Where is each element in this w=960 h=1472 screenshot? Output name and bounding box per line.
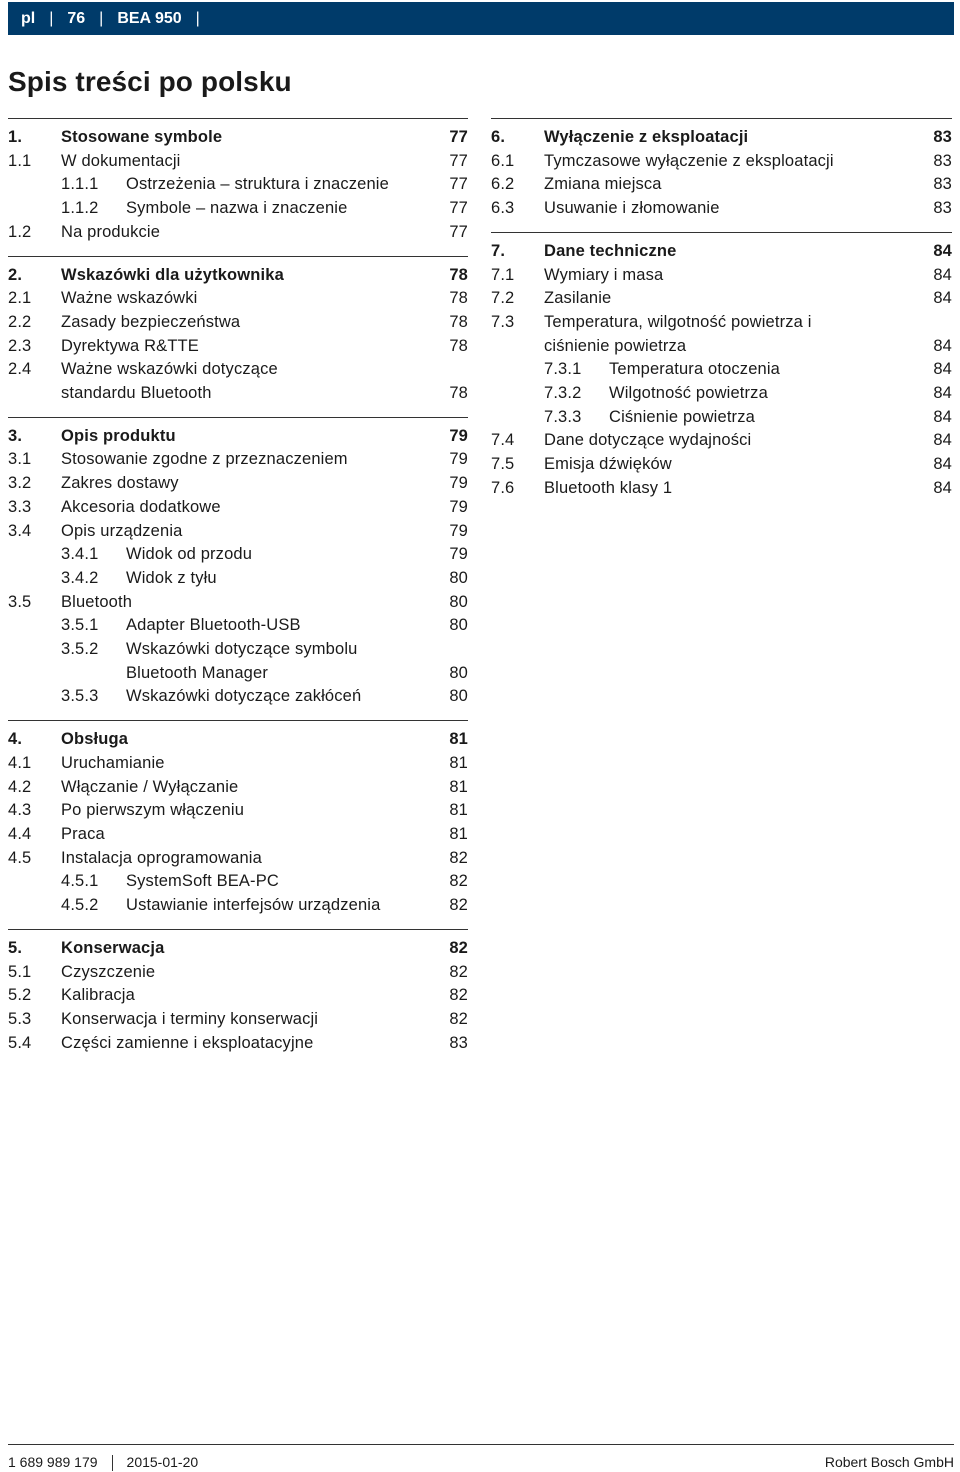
toc-entry[interactable] xyxy=(8,1008,468,1032)
toc-entry-number: 5.1 xyxy=(8,962,32,981)
toc-entry-page: 79 xyxy=(449,521,468,540)
toc-entry-title: Opis urządzenia xyxy=(61,521,183,540)
toc-entry[interactable] xyxy=(491,335,952,359)
toc-entry[interactable] xyxy=(8,823,468,847)
toc-entry-title: Praca xyxy=(61,824,105,843)
toc-entry-page: 84 xyxy=(933,241,952,260)
toc-entry-page: 84 xyxy=(933,289,952,308)
toc-entry-number: 7.3.2 xyxy=(544,384,582,403)
page-number: 76 xyxy=(67,9,86,27)
toc-entry-page: 77 xyxy=(449,199,468,218)
company-name: Robert Bosch GmbH xyxy=(824,1454,954,1470)
toc-entry-title: Widok z tyłu xyxy=(126,568,217,587)
toc-entry-title: Ostrzeżenia – struktura i znaczenie xyxy=(126,175,389,194)
toc-entry-title: Zasady bezpieczeństwa xyxy=(61,312,241,331)
toc-entry-number: 4. xyxy=(8,730,23,749)
toc-entry-number: 3.2 xyxy=(8,474,32,493)
toc-entry-page: 80 xyxy=(449,592,468,611)
toc-entry-number: 1.1 xyxy=(8,151,32,170)
toc-entry[interactable] xyxy=(491,173,952,197)
toc-entry-number: 3. xyxy=(8,426,23,445)
toc-entry-page: 84 xyxy=(933,431,952,450)
toc-entry-number: 3.5.1 xyxy=(61,616,99,635)
toc-entry-number: 3.4.2 xyxy=(61,568,99,587)
toc-chapter-entry[interactable] xyxy=(8,126,468,150)
toc-entry-title: SystemSoft BEA-PC xyxy=(126,872,279,891)
toc-entry-number: 6.2 xyxy=(491,175,515,194)
toc-entry[interactable] xyxy=(8,685,468,709)
toc-entry-number: 6. xyxy=(491,128,506,146)
toc-entry-title: W dokumentacji xyxy=(61,151,181,170)
toc-entry-page: 81 xyxy=(449,824,468,843)
toc-entry-title: Tymczasowe wyłączenie z eksploatacji xyxy=(544,151,834,170)
toc-entry[interactable] xyxy=(8,662,468,686)
language-code: pl xyxy=(21,9,36,27)
toc-entry-number: 2.4 xyxy=(8,360,32,379)
toc-entry-page: 79 xyxy=(449,497,468,516)
toc-entry-title: Temperatura, wilgotność powietrza i xyxy=(544,312,812,331)
toc-entry-number: 4.1 xyxy=(8,753,32,772)
header-separator: | xyxy=(195,9,200,27)
toc-entry-page: 82 xyxy=(449,872,468,891)
toc-entry[interactable] xyxy=(8,961,468,985)
toc-entry-number: 5. xyxy=(8,938,23,957)
toc-entry-title: Bluetooth xyxy=(61,592,133,611)
toc-section xyxy=(8,417,468,709)
toc-entry-number: 3.4.1 xyxy=(61,545,99,564)
toc-entry-number: 4.5.2 xyxy=(61,896,99,915)
toc-entry-number: 3.5.3 xyxy=(61,687,99,706)
toc-entry-page: 78 xyxy=(449,336,468,355)
toc-entry-number: 5.3 xyxy=(8,1009,32,1028)
toc-entry-page: 79 xyxy=(449,474,468,493)
toc-entry-number: 7.3.3 xyxy=(544,407,582,426)
toc-entry-number: 7.4 xyxy=(491,431,515,450)
footer-divider xyxy=(112,1455,113,1471)
toc-chapter-entry[interactable] xyxy=(491,126,952,150)
toc-entry-title: Usuwanie i złomowanie xyxy=(544,199,720,218)
toc-entry-title: ciśnienie powietrza xyxy=(544,336,687,355)
toc-entry-title: Ważne wskazówki dotyczące xyxy=(61,360,278,379)
toc-entry-title: Dane dotyczące wydajności xyxy=(544,431,752,450)
toc-section xyxy=(491,232,952,501)
toc-entry[interactable] xyxy=(8,335,468,359)
toc-entry-title: Bluetooth klasy 1 xyxy=(544,478,673,497)
toc-entry-page: 80 xyxy=(449,568,468,587)
toc-entry-title: Wilgotność powietrza xyxy=(609,384,768,403)
toc-entry[interactable] xyxy=(8,472,468,496)
toc-entry-page: 82 xyxy=(449,896,468,915)
toc-entry[interactable] xyxy=(491,197,952,221)
toc-entry-number: 6.1 xyxy=(491,151,515,170)
toc-entry-number: 2.2 xyxy=(8,312,32,331)
toc-entry[interactable] xyxy=(8,614,468,638)
toc-entry[interactable] xyxy=(8,776,468,800)
toc-entry-title: Wskazówki dotyczące zakłóceń xyxy=(126,687,362,706)
toc-entry-page: 83 xyxy=(933,175,952,194)
header-separator: | xyxy=(99,9,104,27)
toc-entry[interactable] xyxy=(8,752,468,776)
toc-entry[interactable] xyxy=(8,1032,468,1056)
toc-chapter-entry[interactable] xyxy=(8,937,468,961)
toc-entry-title: Konserwacja i terminy konserwacji xyxy=(61,1009,319,1028)
toc-entry-title: Zasilanie xyxy=(544,289,612,308)
toc-entry-title: Ważne wskazówki xyxy=(61,289,198,308)
toc-entry-page: 82 xyxy=(449,962,468,981)
toc-section xyxy=(8,720,468,918)
toc-entry-title: Uruchamianie xyxy=(61,753,165,772)
toc-entry-page: 81 xyxy=(449,801,468,820)
toc-entry[interactable] xyxy=(491,150,952,174)
toc-left-column xyxy=(8,118,468,1066)
toc-entry-page: 80 xyxy=(449,663,468,682)
toc-entry-title: Adapter Bluetooth-USB xyxy=(126,616,301,635)
toc-entry-page: 83 xyxy=(933,199,952,218)
toc-entry-page: 77 xyxy=(449,128,468,146)
toc-entry-number: 1.1.2 xyxy=(61,199,99,218)
toc-entry-page: 78 xyxy=(449,384,468,403)
toc-entry[interactable] xyxy=(491,382,952,406)
toc-entry[interactable] xyxy=(8,984,468,1008)
toc-entry-title: Bluetooth Manager xyxy=(126,663,268,682)
toc-entry-title: Czyszczenie xyxy=(61,962,156,981)
toc-entry-title: Wymiary i masa xyxy=(544,265,664,284)
toc-entry-page: 81 xyxy=(449,777,468,796)
toc-entry-title: Wskazówki dla użytkownika xyxy=(61,265,284,284)
toc-section xyxy=(8,118,468,245)
toc-entry-page: 77 xyxy=(449,222,468,241)
toc-entry[interactable] xyxy=(8,221,468,245)
toc-entry-title: Części zamienne i eksploatacyjne xyxy=(61,1033,314,1052)
toc-entry-number: 3.5.2 xyxy=(61,640,99,659)
toc-entry-page xyxy=(944,311,952,335)
toc-entry-number: 7.2 xyxy=(491,289,515,308)
toc-entry[interactable] xyxy=(8,173,468,197)
toc-entry[interactable] xyxy=(491,264,952,288)
toc-entry[interactable] xyxy=(491,406,952,430)
toc-section xyxy=(8,929,468,1056)
toc-entry[interactable] xyxy=(8,382,468,406)
toc-entry-number: 7.5 xyxy=(491,455,515,474)
toc-entry[interactable] xyxy=(8,870,468,894)
toc-entry-number: 4.2 xyxy=(8,777,32,796)
toc-entry-page: 82 xyxy=(449,938,468,957)
toc-entry[interactable] xyxy=(491,429,952,453)
toc-entry-title: Włączanie / Wyłączanie xyxy=(61,777,239,796)
toc-entry[interactable] xyxy=(8,311,468,335)
toc-entry-page: 78 xyxy=(449,289,468,308)
toc-entry-number: 4.4 xyxy=(8,824,32,843)
toc-entry-title: Obsługa xyxy=(61,730,129,749)
toc-entry-page: 84 xyxy=(933,265,952,284)
toc-entry-page: 82 xyxy=(449,986,468,1005)
toc-entry-number xyxy=(61,662,126,686)
toc-entry-number: 3.3 xyxy=(8,497,32,516)
toc-entry-page: 84 xyxy=(933,407,952,426)
toc-entry-page: 81 xyxy=(449,730,468,749)
toc-entry-number: 4.5 xyxy=(8,848,32,867)
toc-entry-page: 84 xyxy=(933,478,952,497)
product-name: BEA 950 xyxy=(117,9,182,27)
toc-entry-title: Dyrektywa R&TTE xyxy=(61,336,199,355)
toc-section xyxy=(8,256,468,406)
toc-entry-page: 83 xyxy=(449,1033,468,1052)
toc-entry-number: 7.1 xyxy=(491,265,515,284)
toc-entry[interactable] xyxy=(491,453,952,477)
toc-entry-number: 7.3 xyxy=(491,312,515,331)
toc-entry-number: 7.3.1 xyxy=(544,360,582,379)
toc-entry-page: 82 xyxy=(449,1009,468,1028)
toc-entry[interactable] xyxy=(491,477,952,501)
toc-entry-page: 77 xyxy=(449,175,468,194)
header-separator: | xyxy=(49,9,54,27)
toc-entry-page: 84 xyxy=(933,360,952,379)
toc-entry-page: 79 xyxy=(449,545,468,564)
toc-entry-title: Opis produktu xyxy=(61,426,176,445)
toc-entry[interactable] xyxy=(8,448,468,472)
toc-entry[interactable] xyxy=(8,150,468,174)
toc-entry[interactable] xyxy=(8,197,468,221)
toc-entry-page: 80 xyxy=(449,616,468,635)
toc-entry[interactable] xyxy=(8,520,468,544)
page-title: Spis treści po polsku xyxy=(8,66,292,97)
toc-entry-title: standardu Bluetooth xyxy=(61,384,212,403)
toc-section xyxy=(491,118,952,221)
toc-entry-number: 3.4 xyxy=(8,521,32,540)
toc-entry[interactable] xyxy=(8,543,468,567)
toc-entry-number: 2.3 xyxy=(8,336,32,355)
page-header-bar xyxy=(8,2,954,35)
toc-entry-title: Akcesoria dodatkowe xyxy=(61,497,221,516)
toc-entry-title: Na produkcie xyxy=(61,222,161,241)
publication-date: 2015-01-20 xyxy=(126,1454,199,1470)
toc-entry-page xyxy=(460,638,468,662)
toc-entry-page: 79 xyxy=(449,450,468,469)
toc-entry-number: 6.3 xyxy=(491,199,515,218)
document-number: 1 689 989 179 xyxy=(8,1454,98,1470)
toc-entry-title: Konserwacja xyxy=(61,938,165,957)
toc-entry-page: 78 xyxy=(449,265,468,284)
toc-entry[interactable] xyxy=(8,287,468,311)
toc-entry-number: 1.2 xyxy=(8,222,32,241)
toc-entry-number: 1.1.1 xyxy=(61,175,99,194)
toc-entry-number: 2. xyxy=(8,265,23,284)
toc-entry-page: 79 xyxy=(449,426,468,445)
toc-entry[interactable] xyxy=(491,311,952,335)
toc-entry[interactable] xyxy=(491,358,952,382)
toc-chapter-entry[interactable] xyxy=(8,425,468,449)
toc-entry-number: 1. xyxy=(8,128,23,146)
toc-entry-title: Zakres dostawy xyxy=(61,474,179,493)
toc-entry-number: 4.5.1 xyxy=(61,872,99,891)
toc-entry-title: Ciśnienie powietrza xyxy=(609,407,755,426)
toc-entry-title: Wskazówki dotyczące symbolu xyxy=(126,640,358,659)
toc-entry-title: Kalibracja xyxy=(61,986,135,1005)
toc-entry-title: Emisja dźwięków xyxy=(544,455,672,474)
toc-entry-number: 5.2 xyxy=(8,986,32,1005)
toc-entry-page: 83 xyxy=(933,128,952,146)
toc-entry-number xyxy=(8,382,61,406)
toc-entry-number: 7.6 xyxy=(491,478,515,497)
toc-entry[interactable] xyxy=(8,591,468,615)
toc-entry-number: 2.1 xyxy=(8,289,32,308)
toc-entry[interactable] xyxy=(8,847,468,871)
toc-entry[interactable] xyxy=(8,799,468,823)
toc-entry[interactable] xyxy=(8,496,468,520)
toc-entry-title: Zmiana miejsca xyxy=(544,175,662,194)
toc-entry-title: Ustawianie interfejsów urządzenia xyxy=(126,896,381,915)
toc-entry-title: Symbole – nazwa i znaczenie xyxy=(126,199,348,218)
toc-entry[interactable] xyxy=(491,287,952,311)
toc-entry-number: 7. xyxy=(491,241,506,260)
toc-entry-title: Po pierwszym włączeniu xyxy=(61,801,245,820)
toc-entry-page: 82 xyxy=(449,848,468,867)
toc-entry-page xyxy=(460,358,468,382)
toc-entry-title: Instalacja oprogramowania xyxy=(61,848,262,867)
toc-entry-number: 3.1 xyxy=(8,450,32,469)
toc-chapter-entry[interactable] xyxy=(8,264,468,288)
toc-entry-page: 81 xyxy=(449,753,468,772)
toc-entry-number: 5.4 xyxy=(8,1033,32,1052)
toc-entry-page: 84 xyxy=(933,336,952,355)
toc-entry-number: 3.5 xyxy=(8,592,32,611)
page-footer xyxy=(8,1444,954,1470)
toc-entry-number xyxy=(491,335,544,359)
toc-entry-title: Temperatura otoczenia xyxy=(609,360,780,379)
toc-entry-page: 83 xyxy=(933,151,952,170)
toc-entry-page: 77 xyxy=(449,151,468,170)
toc-entry[interactable] xyxy=(8,894,468,918)
toc-entry-title: Wyłączenie z eksploatacji xyxy=(544,128,749,146)
toc-entry-title: Widok od przodu xyxy=(126,545,253,564)
toc-entry-title: Dane techniczne xyxy=(544,241,677,260)
toc-entry[interactable] xyxy=(8,567,468,591)
toc-entry-title: Stosowanie zgodne z przeznaczeniem xyxy=(61,450,348,469)
toc-entry-page: 84 xyxy=(933,384,952,403)
toc-entry[interactable] xyxy=(8,638,468,662)
toc-entry-number: 4.3 xyxy=(8,801,32,820)
toc-chapter-entry[interactable] xyxy=(491,240,952,264)
toc-entry[interactable] xyxy=(8,358,468,382)
toc-entry-page: 80 xyxy=(449,687,468,706)
toc-right-column xyxy=(491,118,952,512)
toc-chapter-entry[interactable] xyxy=(8,728,468,752)
toc-entry-title: Stosowane symbole xyxy=(61,128,223,146)
toc-entry-page: 78 xyxy=(449,312,468,331)
toc-entry-page: 84 xyxy=(933,455,952,474)
